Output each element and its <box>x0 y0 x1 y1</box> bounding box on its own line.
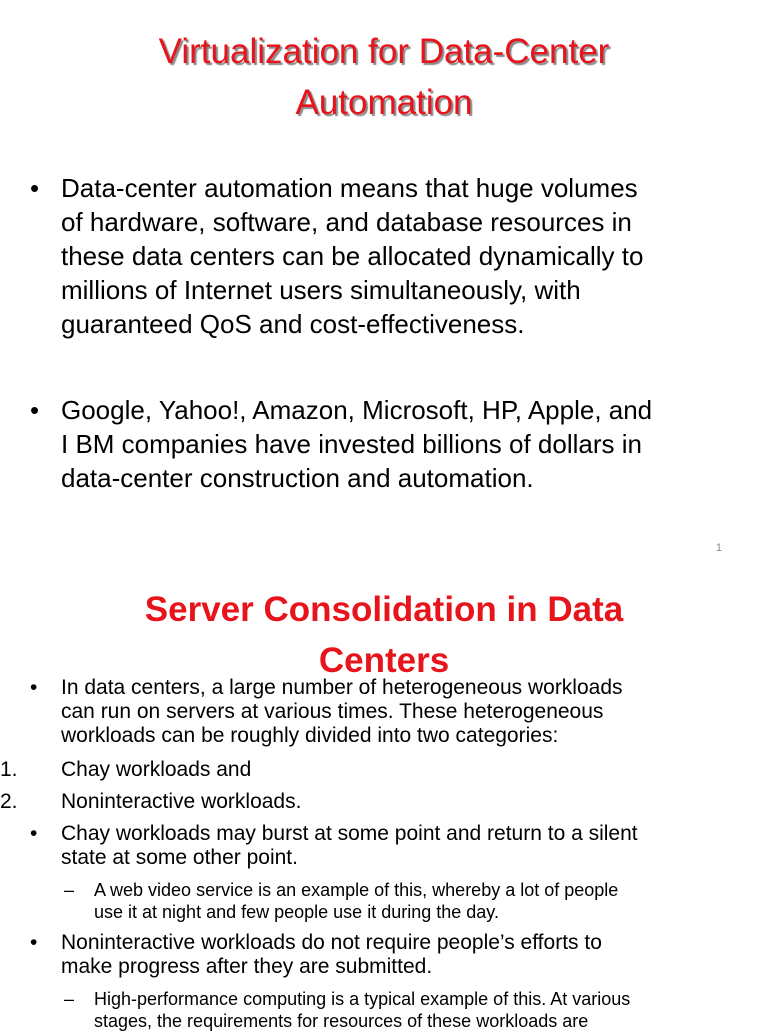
dash-marker: – <box>64 989 75 1009</box>
text-line: use it at night and few people use it during the day. <box>94 902 499 922</box>
sub-bullet-text <box>64 988 764 1032</box>
text-line: millions of Internet users simultaneously, with <box>61 275 581 305</box>
item-text <box>30 790 755 814</box>
slide-1-title <box>0 26 768 128</box>
text-line: Noninteractive workloads do not require people’s efforts to <box>61 931 602 954</box>
sub-bullet-text <box>64 879 764 923</box>
bullet-data-center-automation <box>30 171 750 341</box>
text-line: state at some other point. <box>61 846 298 869</box>
text-line: I BM companies have invested billions of dollars in <box>61 429 642 459</box>
bullet-chay-workloads <box>30 822 755 870</box>
title-line: Virtualization for Data-Center <box>158 32 610 71</box>
bullet-heterogeneous-workloads <box>30 676 755 748</box>
slide-2 <box>0 578 768 1031</box>
bullet-noninteractive-workloads <box>30 931 755 979</box>
bullet-companies-invested <box>30 393 750 495</box>
numbered-item-1 <box>0 758 755 782</box>
item-text <box>30 758 755 782</box>
text-line: High-performance computing is a typical example of this. At various <box>94 989 631 1009</box>
bullet-text <box>30 676 755 748</box>
text-line: Data-center automation means that huge volumes <box>61 173 638 203</box>
number-marker: 2. <box>0 790 18 813</box>
text-line: Google, Yahoo!, Amazon, Microsoft, HP, Apple, and <box>61 395 653 425</box>
bullet-text <box>30 393 750 495</box>
text-line: data-center construction and automation. <box>61 463 534 493</box>
title-line: Server Consolidation in Data <box>144 590 624 629</box>
bullet-text <box>30 931 755 979</box>
bullet-marker: • <box>30 395 40 425</box>
text-line: Chay workloads may burst at some point and return to a silent <box>61 822 638 845</box>
numbered-item-2 <box>0 790 755 814</box>
bullet-marker: • <box>30 173 40 203</box>
text-line: workloads can be roughly divided into two categories: <box>61 724 559 747</box>
text-line: Noninteractive workloads. <box>61 790 302 813</box>
title-line: Centers <box>318 641 450 680</box>
text-line: A web video service is an example of this, whereby a lot of people <box>94 880 619 900</box>
bullet-marker: • <box>30 822 38 845</box>
text-line: Chay workloads and <box>61 758 252 781</box>
text-line: stages, the requirements for resources of these workloads are <box>94 1011 589 1031</box>
number-marker: 1. <box>0 758 18 781</box>
bullet-text <box>30 171 750 341</box>
text-line: can run on servers at various times. These heterogeneous <box>61 700 604 723</box>
slide-2-title <box>0 584 768 686</box>
text-line: these data centers can be allocated dynamically to <box>61 241 644 271</box>
text-line: of hardware, software, and database resources in <box>61 207 632 237</box>
text-line: guaranteed QoS and cost-effectiveness. <box>61 309 525 339</box>
title-line: Automation <box>295 83 473 122</box>
bullet-marker: • <box>30 676 38 699</box>
page-number: 1 <box>715 542 722 554</box>
text-line: make progress after they are submitted. <box>61 955 433 978</box>
sub-bullet-hpc <box>64 988 764 1032</box>
bullet-text <box>30 822 755 870</box>
text-line: In data centers, a large number of heterogeneous workloads <box>61 676 623 699</box>
sub-bullet-web-video <box>64 879 764 923</box>
dash-marker: – <box>64 880 75 900</box>
bullet-marker: • <box>30 931 38 954</box>
